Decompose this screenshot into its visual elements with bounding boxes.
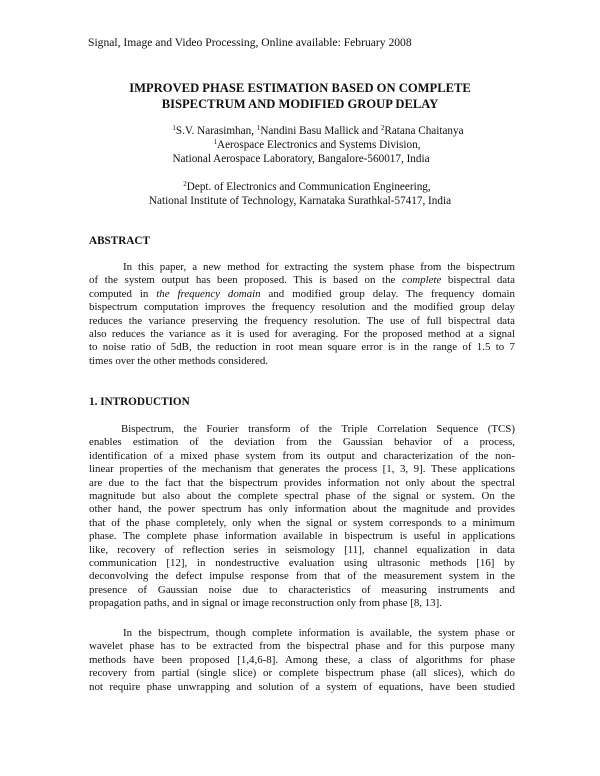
intro-p1-line: Bispectrum, the Fourier transform of the Triple Correlation Sequence (TCS) [121,423,515,435]
introduction-paragraph-1 [89,423,515,610]
intro-p1-line: identification of a mixed phase system from its output and characterization of the non- [89,449,515,462]
author-3-name: Ratana Chaitanya [384,125,464,137]
intro-p1-line: are due to the fact that the bispectrum provides information not only about the spectral [89,476,515,489]
title-line-2: BISPECTRUM AND MODIFIED GROUP DELAY [161,97,439,111]
intro-p1-line: other hand, the power spectrum has only information about the magnitude and provides [89,503,515,516]
author-2-name: Nandini Basu Mallick and [260,125,381,137]
intro-p1-line: presence of Gaussian noise due to characteristics of measuring instruments and [89,583,515,596]
intro-p1-line: enables estimation of the deviation from the Gaussian behavior of a process, [89,436,515,449]
intro-p1-line: like, recovery of reflection series in seismology [11], channel equalization in data [89,543,515,556]
abstract-line-5: reduces the variance preserving the frequency resolution. The use of full bispectral data [89,314,515,327]
intro-p1-line: propagation paths, and in signal or image reconstruction only from phase [8, 13]. [89,597,442,610]
abstract-text-3-end: and modified group delay. The frequency domain [260,287,515,300]
affiliation-2-block [60,180,540,208]
abstract-line-3 [89,288,515,301]
intro-p1-line: linear properties of the mechanism that generates the process [1, 3, 9]. These applications [89,463,515,476]
introduction-heading: 1. INTRODUCTION [89,396,190,408]
author-1-sup: 1 [172,124,176,132]
running-head: Signal, Image and Video Processing, Online available: February 2008 [88,36,412,49]
intro-p2-line: wavelet phase has to be extracted from the bispectral phase and for this purpose many [89,640,515,653]
abstract-line-1 [89,261,515,274]
author-block [60,124,540,166]
intro-p1-line: deconvolving the defect impulse response from that of the measurement system in the [89,570,515,583]
intro-p2-line: In the bispectrum, though complete information is available, the system phase or [123,627,515,639]
intro-p1-line: magnitude but also about the complete spectral phase of the signal or system. On the [89,489,515,502]
author-3-sup: 2 [380,124,385,132]
abstract-line-8: times over the other methods considered. [89,354,269,367]
title-line-1: IMPROVED PHASE ESTIMATION BASED ON COMPLETE [129,81,471,95]
abstract-emphasis-complete: complete [401,274,442,287]
affiliation-2-line-1 [60,180,540,194]
introduction-paragraph-2 [89,627,515,694]
abstract-emphasis-frequency-domain: the frequency domain [156,287,261,300]
intro-p1-line: that of the phase completely, only when the signal or system corresponds to a minimum [89,516,515,529]
abstract-line-4: bispectrum computation improves the frequency resolution and the modified group delay [89,301,515,314]
abstract-text-2-end: bispectral data [441,274,515,287]
paper-title [60,80,540,112]
affiliation-2-line-2: National Institute of Technology, Karnataka Surathkal-57417, India [148,195,452,207]
abstract-heading: ABSTRACT [89,235,150,247]
author-1-name: S.V. Narasimhan, [175,125,257,137]
intro-p2-line: not require phase unwrapping and solution of a system of equations, have been studied [89,680,515,693]
abstract-line-6: also reduces the variance as it is used for averaging. For the proposed method at a signal [89,327,515,340]
abstract-text-2: of the system output has been proposed. This is based on the [89,274,396,287]
intro-p1-line: phase. The complete phase information available in bispectrum is useful in applications [89,530,515,543]
affiliation-1-division: Aerospace Electronics and Systems Division, [216,139,421,151]
abstract-text-3: computed in [89,287,157,300]
affiliation-2-dept: Dept. of Electronics and Communication Engineering, [186,181,431,193]
intro-p1-line: communication [12], in nondestructive evaluation using ultrasonic methods [16] by [89,556,515,569]
affiliation-2-sup: 2 [183,180,187,188]
abstract-line-7: to noise ratio of 5dB, the reduction in root mean square error is in the range of 1.5 to 7 [89,341,515,354]
abstract-text-1: In this paper, a new method for extracting the system phase from the bispectrum [123,261,515,273]
affiliation-1-line-2: National Aerospace Laboratory, Bangalore-560017, India [172,153,430,165]
author-2-sup: 1 [256,124,261,132]
affiliation-1-line-1 [60,138,540,152]
intro-p2-line: methods have been proposed [1,4,6-8]. Among these, a class of algorithms for phase [89,653,515,666]
intro-p2-line: recovery from partial (single slice) or complete bispectrum phase (all slices), which do [89,667,515,680]
author-line [60,124,540,138]
affiliation-1-sup: 1 [213,138,217,146]
abstract-body [89,261,515,368]
abstract-line-2 [89,274,515,287]
